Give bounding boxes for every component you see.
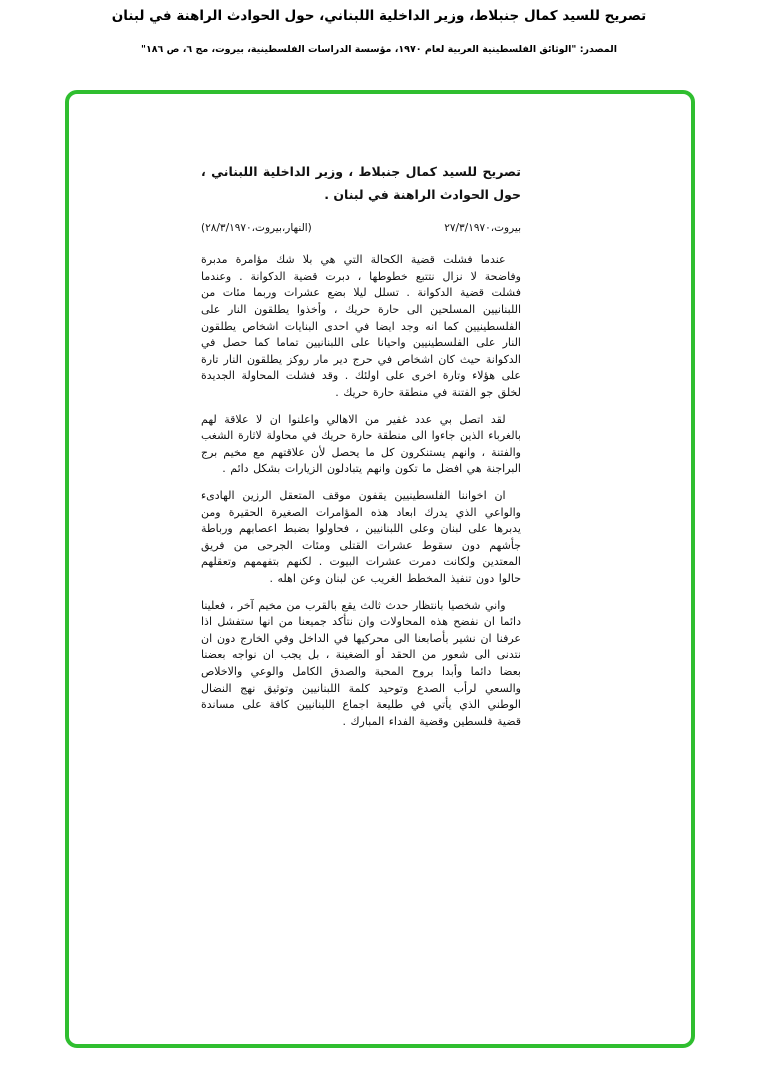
body-paragraph: واني شخصيا بانتظار حدث ثالث يقع بالقرب من مخيم آخر ، فعلينا دائما ان نفضح هذه المحاولات وان نتأكد جميعنا من انها ستفشل اذا عرفنا ان نشير بأصابعنا الى محركيها في الداخل وفي الخارج دون ان نتدنى الى شعور من الحقد أو الضغينة ، بل يجب ان نواجه بعضنا بعضا دائما وأبدا بروح المحبة والصدق الكامل والوعي والاخلاص والسعي لرأب الصدع وتوحيد كلمة اللبنانيين وتوثيق نهج النضال الوطني الذي يأتي في طليعة اجماع اللبنانيين كافة على مساندة قضية فلسطين وقضية الفداء المبارك . — [201, 598, 521, 728]
body-paragraph: عندما فشلت قضية الكحالة التي هي بلا شك مؤامرة مدبرة وفاضحة لا نزال نتتبع خطوطها ، دبرت قضية الدكوانة . وعندما فشلت قضية الدكوانة . تسلل ليلا بضع عشرات وربما مئات من اللبنانيين المسلحين الى حارة حريك ، وأخذوا يطلقون النار على الفلسطينيين كما انه وجد ايضا في احدى البنايات اشخاص يطلقون النار على الفلسطينيين واحيانا على اللبنانيين تماما كما حصل في الدكوانة حيث كان اشخاص في حرج دير مار روكز يطلقون النار تارة على هؤلاء وتارة اخرى على اولئك . وقد فشلت المحاولة الجديدة لخلق جو الفتنة في منطقة حارة حريك . — [201, 253, 521, 399]
body-paragraph: لقد اتصل بي عدد غفير من الاهالي واعلنوا ان لا علاقة لهم بالغرباء الذين جاءوا الى منطقة حارة حريك في محاولة لاثارة الشغب والفتنة ، وانهم يستنكرون كل ما يحصل لأن علاقتهم مع مخيم برج البراجنة هي افضل ما تكون وانهم يتبادلون الزيارات بشكل دائم . — [201, 412, 521, 476]
document-title: تصريح للسيد كمال جنبلاط ، وزير الداخلية اللبناني ، حول الحوادث الراهنة في لبنان . — [201, 164, 521, 203]
document-body — [201, 252, 521, 730]
source-line: المصدر: "الوثائق الفلسطينية العربية لعام ١٩٧٠، مؤسسة الدراسات الفلسطينية، بيروت، مج ٦، ص ١٨٦" — [140, 44, 618, 55]
dateline-row — [201, 222, 521, 234]
body-paragraph: ان اخواننا الفلسطينيين يقفون موقف المتعقل الرزين الهادىء والواعي الذي يدرك ابعاد هذه المؤامرات الصغيرة الحقيرة ومن يدبرها على لبنان وعلى اللبنانيين ، فحاولوا بضبط اعصابهم ورباطة جأشهم دون سقوط عشرات القتلى ومئات الجرحى من فريق المعتدين ولكانت دمرت عشرات البيوت . لكنهم بتفهمهم وتعقلهم حالوا دون تنفيذ المخطط الغريب عن لبنان وعن اهله . — [201, 488, 521, 585]
page-header — [0, 8, 758, 55]
document-frame — [65, 90, 695, 1048]
dateline-place: بيروت،٢٧/٣/١٩٧٠ — [444, 222, 521, 235]
page-title: تصريح للسيد كمال جنبلاط، وزير الداخلية اللبناني، حول الحوادث الراهنة في لبنان — [111, 8, 647, 24]
dateline-source: (النهار،بيروت،٢٨/٣/١٩٧٠) — [201, 222, 312, 235]
document-content — [201, 160, 521, 730]
